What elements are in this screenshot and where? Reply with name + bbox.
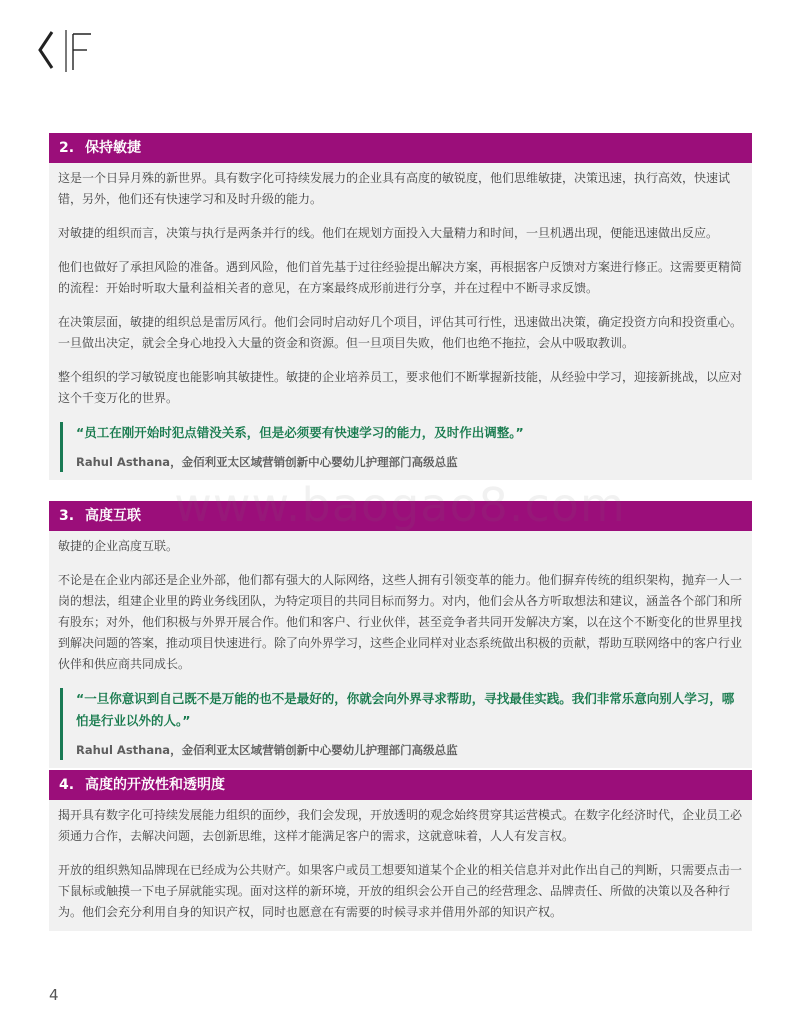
paragraph: 敏捷的企业高度互联。	[58, 539, 179, 553]
pull-quote	[60, 422, 743, 472]
paragraph: 不论是在企业内部还是企业外部，他们都有强大的人际网络，这些人拥有引领变革的能力。他们摒弃传统的组织架构，抛弃一人一岗的想法，组建企业里的跨业务线团队，为特定项目的共同目标而努力。对内，他们会从各方听取想法和建议，涵盖各个部门和所有股东；对外，他们积极与外界开展合作。他们和客户、行业伙伴，甚至竞争者共同开发解决方案，以在这个不断变化的世界里找到解决问题的答案，推动项目快速进行。除了向外界学习，这些企业同样对业态系统做出积极的贡献，帮助互联网络中的客户行业伙伴和供应商共同成长。	[58, 573, 743, 671]
page-number: 4	[49, 986, 59, 1004]
paragraph: 整个组织的学习敏锐度也能影响其敏捷性。敏捷的企业培养员工，要求他们不断掌握新技能，从经验中学习，迎接新挑战，以应对这个千变万化的世界。	[58, 370, 743, 405]
section-connectivity	[49, 501, 752, 768]
pull-quote	[60, 688, 743, 760]
paragraph: 他们也做好了承担风险的准备。遇到风险，他们首先基于过往经验提出解决方案，再根据客户反馈对方案进行修正。这需要更精简的流程：开始时听取大量利益相关者的意见，在方案最终成形前进行分享，并在过程中不断寻求反馈。	[58, 260, 743, 295]
paragraph: 在决策层面，敏捷的组织总是雷厉风行。他们会同时启动好几个项目，评估其可行性，迅速做出决策，确定投资方向和投资重心。一旦做出决定，就会全身心地投入大量的资金和资源。但一旦项目失败，他们也绝不拖拉，会从中吸取教训。	[58, 315, 743, 350]
paragraph: 对敏捷的组织而言，决策与执行是两条并行的线。他们在规划方面投入大量精力和时间，一旦机遇出现，便能迅速做出反应。	[58, 226, 719, 240]
section-title: 高度的开放性和透明度	[85, 777, 225, 793]
quote-text: “员工在刚开始时犯点错没关系，但是必须要有快速学习的能力，及时作出调整。”	[76, 425, 524, 440]
section-number: 4.	[59, 777, 75, 793]
section-body	[49, 163, 752, 480]
paragraph: 这是一个日异月殊的新世界。具有数字化可持续发展力的企业具有高度的敏锐度，他们思维敏捷，决策迅速，执行高效，快速试错，另外，他们还有快速学习和及时升级的能力。	[58, 171, 731, 206]
section-body	[49, 531, 752, 768]
quote-text: “一旦你意识到自己既不是万能的也不是最好的，你就会向外界寻求帮助，寻找最佳实践。我们非常乐意向别人学习，哪怕是行业以外的人。”	[76, 691, 735, 728]
section-agility	[49, 133, 752, 480]
section-title: 保持敏捷	[85, 140, 141, 156]
brand-logo-icon	[36, 26, 96, 76]
section-openness	[49, 770, 752, 931]
paragraph: 揭开具有数字化可持续发展能力组织的面纱，我们会发现，开放透明的观念始终贯穿其运营模式。在数字化经济时代，企业员工必须通力合作，去解决问题，去创新思维，这样才能满足客户的需求，这就意味着，人人有发言权。	[58, 808, 743, 843]
section-body	[49, 800, 752, 931]
section-number: 2.	[59, 140, 75, 156]
section-header	[49, 770, 752, 800]
section-number: 3.	[59, 508, 75, 524]
section-header	[49, 133, 752, 163]
section-title: 高度互联	[85, 508, 141, 524]
section-header	[49, 501, 752, 531]
quote-author: Rahul Asthana，金佰利亚太区域营销创新中心婴幼儿护理部门高级总监	[76, 455, 458, 469]
quote-author: Rahul Asthana，金佰利亚太区域营销创新中心婴幼儿护理部门高级总监	[76, 743, 458, 757]
paragraph: 开放的组织熟知品牌现在已经成为公共财产。如果客户或员工想要知道某个企业的相关信息并对此作出自己的判断，只需要点击一下鼠标或触摸一下电子屏就能实现。面对这样的新环境，开放的组织会公开自己的经营理念、品牌责任、所做的决策以及各种行为。他们会充分利用自身的知识产权，同时也愿意在有需要的时候寻求并借用外部的知识产权。	[58, 863, 743, 919]
